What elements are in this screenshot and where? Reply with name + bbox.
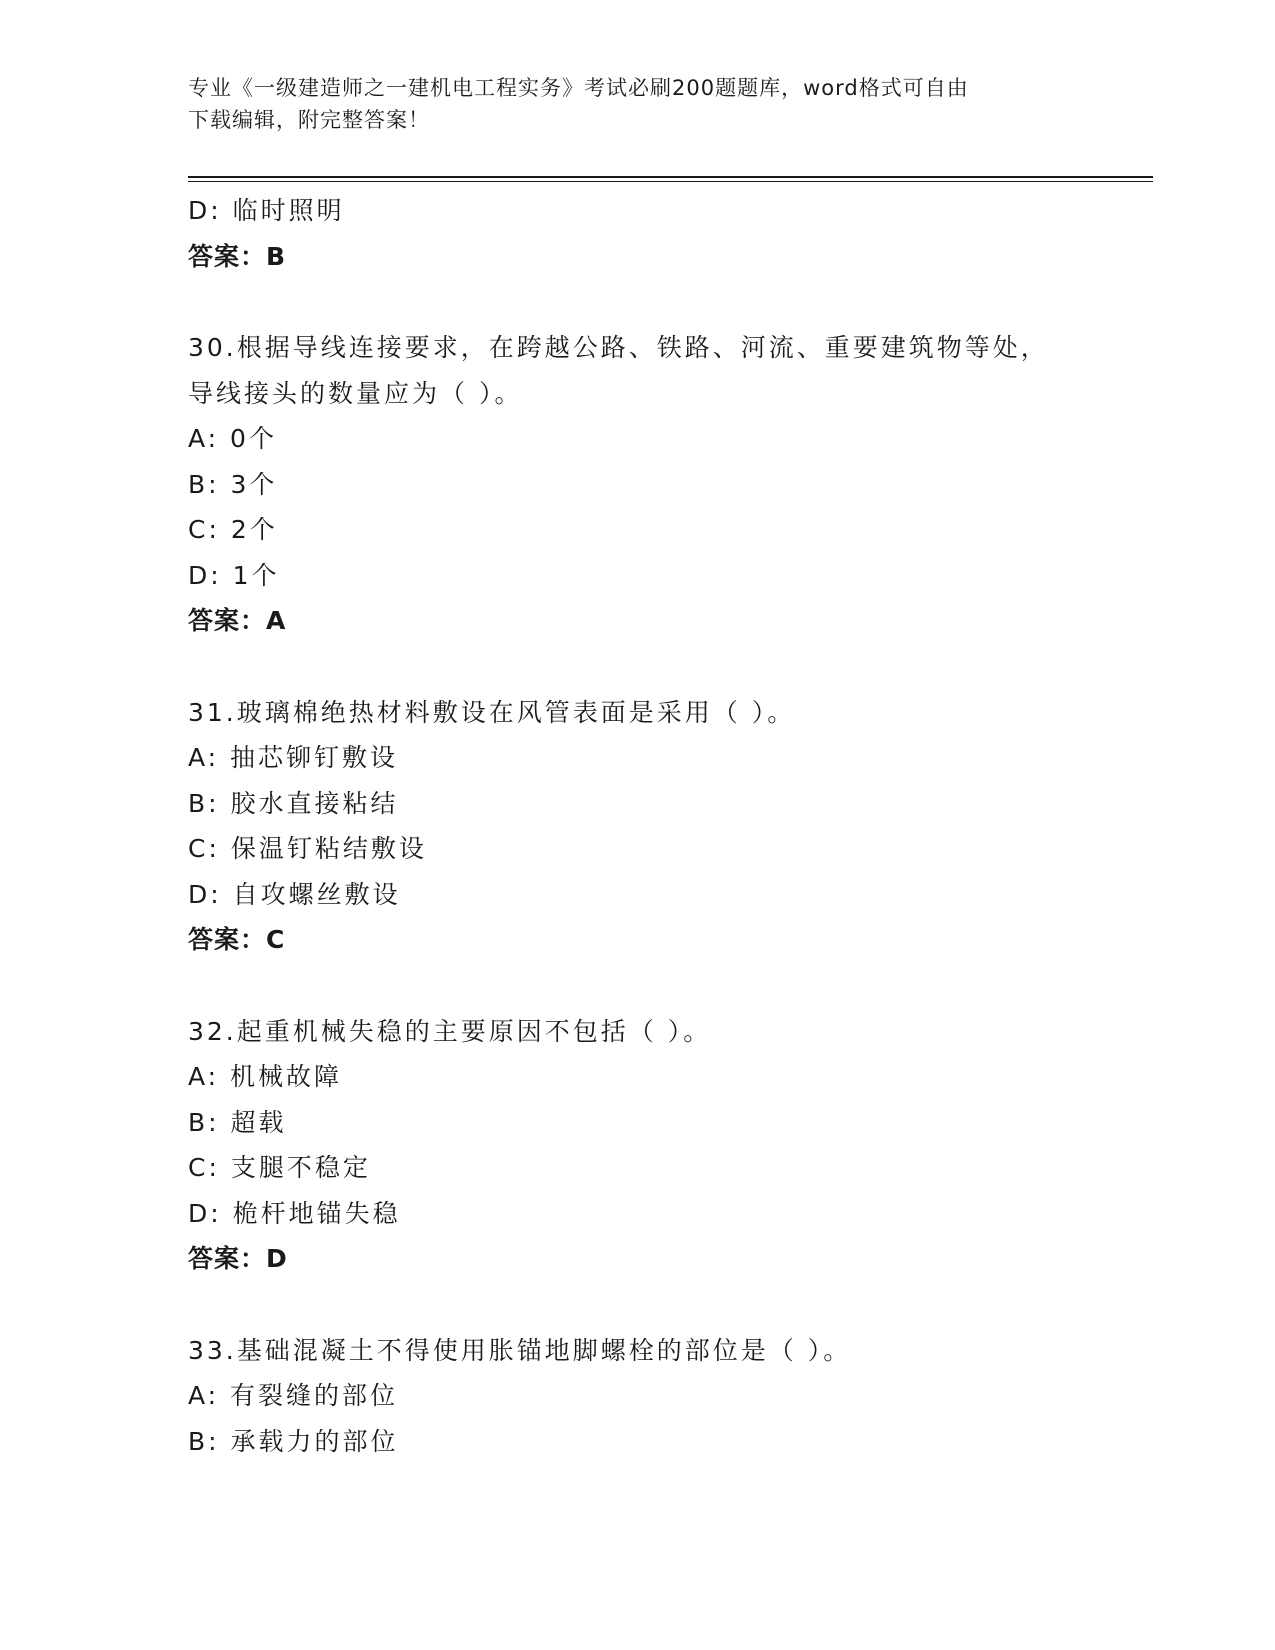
answer-line: 答案：A — [188, 606, 287, 635]
answer-line: 答案：D — [188, 1244, 288, 1273]
question-stem: 33.基础混凝土不得使用胀锚地脚螺栓的部位是（ ）。 — [188, 1335, 852, 1365]
question-stem: 30.根据导线连接要求，在跨越公路、铁路、河流、重要建筑物等处， — [188, 333, 1049, 362]
header-line-1: 专业《一级建造师之一建机电工程实务》考试必刷200题题库，word格式可自由 — [188, 76, 969, 100]
option-b: B: 超载 — [188, 1107, 287, 1137]
option-b: B: 承载力的部位 — [188, 1426, 399, 1456]
question-29-tail — [188, 188, 1088, 279]
option-a: A: 机械故障 — [188, 1062, 343, 1091]
option-c: C: 2个 — [188, 515, 278, 544]
option-b: B: 3个 — [188, 469, 278, 499]
option-a: A: 有裂缝的部位 — [188, 1381, 399, 1410]
header-line-2: 下载编辑，附完整答案！ — [188, 108, 430, 132]
question-32 — [188, 1009, 1088, 1282]
question-stem: 31.玻璃棉绝热材料敷设在风管表面是采用（ ）。 — [188, 697, 796, 727]
question-stem: 32.起重机械失稳的主要原因不包括（ ）。 — [188, 1016, 712, 1046]
document-header — [188, 72, 1068, 136]
header-divider — [188, 176, 1153, 178]
option-a: A: 0个 — [188, 424, 277, 453]
question-list — [188, 188, 1088, 1464]
question-stem-continued: 导线接头的数量应为（ ）。 — [188, 378, 523, 408]
option-a: A: 抽芯铆钉敷设 — [188, 743, 399, 772]
question-31 — [188, 690, 1088, 963]
answer-line: 答案：B — [188, 241, 287, 271]
option-b: B: 胶水直接粘结 — [188, 788, 399, 818]
question-33 — [188, 1328, 1088, 1465]
option-d: D: 临时照明 — [188, 196, 345, 225]
option-d: D: 1个 — [188, 560, 280, 590]
header-divider-thin — [188, 181, 1153, 182]
option-c: C: 保温钉粘结敷设 — [188, 834, 427, 863]
question-30 — [188, 325, 1088, 644]
option-d: D: 自攻螺丝敷设 — [188, 879, 401, 909]
answer-line: 答案：C — [188, 925, 286, 954]
option-c: C: 支腿不稳定 — [188, 1153, 371, 1182]
option-d: D: 桅杆地锚失稳 — [188, 1198, 401, 1228]
